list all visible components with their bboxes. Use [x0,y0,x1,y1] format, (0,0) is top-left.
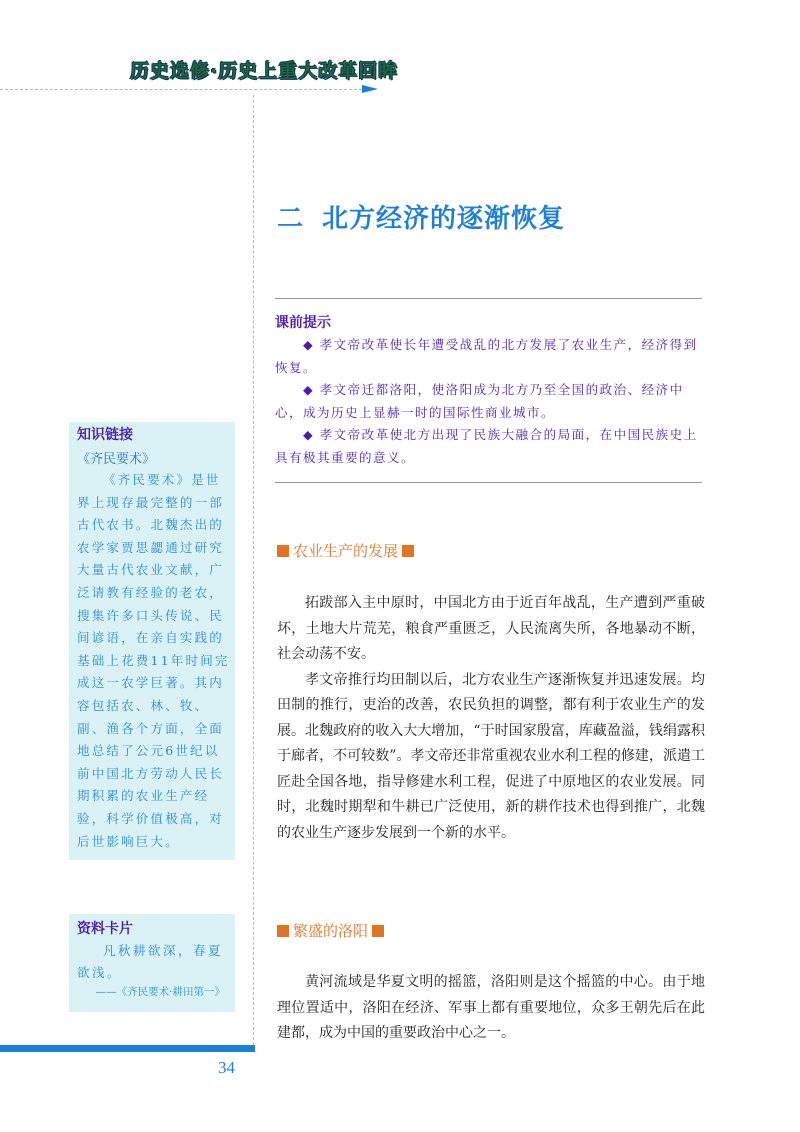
paragraph: 黄河流域是华夏文明的摇篮，洛阳则是这个摇篮的中心。由于地理位置适中，洛阳在经济、军事上都有重要地位，众多王朝先后在此建都，成为中国的重要政治中心之一。 [277,974,705,1041]
column-dashed-divider [253,95,254,1045]
paragraph: 孝文帝推行均田制以后，北方农业生产逐渐恢复并迅速发展。均田制的推行，吏治的改善，农民负担的调整，都有利于农业生产的发展。北魏政府的收入大大增加，“于时国家殷富，库藏盈溢，钱绢露积于廊者，不可较数”。孝文帝还非常重视农业水利工程的修建，派遣工匠赴全国各地，指导修建水利工程，促进了中原地区的农业发展。同时，北魏时期犁和牛耕已广泛使用，新的耕作技术也得到推广，北魏的农业生产逐步发展到一个新的水平。 [277,671,705,841]
paragraph: 拓跋部入主中原时，中国北方由于近百年战乱，生产遭到严重破坏，土地大片荒芜，粮食严重匮乏，人民流离失所，各地暴动不断，社会动荡不安。 [277,595,705,662]
knowledge-link-heading: 知识链接 [77,427,133,443]
arrow-right-icon [362,85,378,93]
preview-list [275,334,705,469]
square-marker-icon [372,925,384,937]
chapter-title: 二 北方经济的逐渐恢复 [277,204,566,234]
knowledge-link-box [69,422,235,860]
preview-bottom-rule [275,482,702,483]
section-body-luoyang [277,970,705,1047]
material-card-source: ——《齐民要术·耕田第一》 [95,986,225,998]
preview-item: ◆ 孝文帝迁都洛阳，使洛阳成为北方乃至全国的政治、经济中心，成为历史上显赫一时的国际性商业城市。 [275,382,684,420]
section-body-agriculture [277,591,705,846]
preview-item: ◆ 孝文帝改革使长年遭受战乱的北方发展了农业生产，经济得到恢复。 [275,337,698,375]
knowledge-link-body: 《齐民要术》是世界上现存最完整的一部古代农书。北魏杰出的农学家贾思勰通过研究大量古代农业文献，广泛请教有经验的老农，搜集许多口头传说、民间谚语，在亲自实践的基础上花费11年时间完成这一农学巨著。其内容包括农、林、牧、副、渔各个方面，全面地总结了公元6世纪以前中国北方劳动人民长期积累的农业生产经验，科学价值极高，对后世影响巨大。 [77,472,230,849]
material-card-quote: 凡秋耕欲深，春夏欲浅。 [77,943,224,980]
diamond-bullet-icon: ◆ [303,382,315,397]
preview-top-rule [275,298,702,299]
square-marker-icon [402,545,414,557]
book-series-title: 历史选修·历史上重大改革回眸 [130,60,399,82]
preview-item: ◆ 孝文帝改革使北方出现了民族大融合的局面，在中国民族史上具有极其重要的意义。 [275,427,698,465]
preview-heading: 课前提示 [275,315,331,331]
diamond-bullet-icon: ◆ [303,337,315,352]
diamond-bullet-icon: ◆ [303,427,315,442]
section-heading-agriculture: 农业生产的发展 [277,540,414,561]
material-card-heading: 资料卡片 [77,921,133,937]
page-number: 34 [218,1058,235,1077]
book-title: 《齐民要术》 [77,452,156,467]
section-heading-luoyang: 繁盛的洛阳 [277,920,384,941]
square-marker-icon [277,925,289,937]
material-card-box [69,914,235,1012]
footer-bar [0,1045,255,1052]
square-marker-icon [277,545,289,557]
header-dashed-divider [0,89,362,90]
